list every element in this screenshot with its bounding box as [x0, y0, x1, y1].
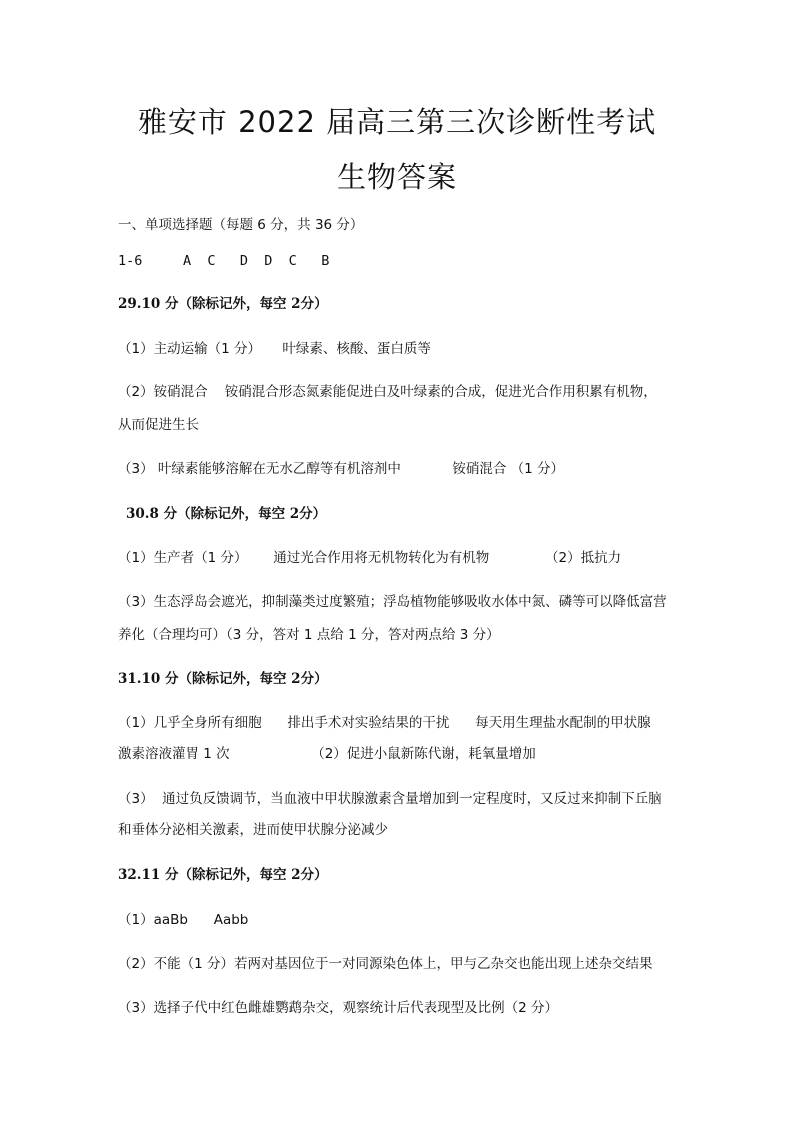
q29-answer-3: （3） 叶绿素能够溶解在无水乙醇等有机溶剂中 铵硝混合 （1 分） [118, 461, 565, 477]
q29-answer-2-line1: （2）铵硝混合 铵硝混合形态氮素能促进白及叶绿素的合成，促进光合作用积累有机物， [118, 384, 657, 400]
q32-answer-2: （2）不能（1 分）若两对基因位于一对同源染色体上，甲与乙杂交也能出现上述杂交结果 [118, 956, 653, 972]
q32-answer-1: （1）aaBb Aabb [118, 912, 249, 928]
section1-heading: 一、单项选择题（每题 6 分，共 36 分） [118, 217, 364, 233]
q31-answer-1-line2: 激素溶液灌胃 1 次 （2）促进小鼠新陈代谢，耗氧量增加 [118, 746, 536, 762]
q31-heading: 31.10 分（除标记外，每空 2分） [118, 671, 328, 687]
q29-answer-2-line2: 从而促进生长 [118, 417, 199, 433]
q30-answer-1: （1）生产者（1 分） 通过光合作用将无机物转化为有机物 （2）抵抗力 [118, 550, 622, 566]
q30-answer-3-line1: （3）生态浮岛会遮光，抑制藻类过度繁殖；浮岛植物能够吸收水体中氮、磷等可以降低富营 [118, 594, 667, 610]
q31-answer-1-line1: （1）几乎全身所有细胞 排出手术对实验结果的干扰 每天用生理盐水配制的甲状腺 [118, 715, 651, 731]
page-title: 雅安市 2022 届高三第三次诊断性考试 [137, 105, 657, 139]
section1-answers: 1-6 A C D D C B [118, 253, 330, 269]
q31-answer-3-line1: （3） 通过负反馈调节，当血液中甲状腺激素含量增加到一定程度时，又反过来抑制下丘脑 [118, 791, 662, 807]
q29-heading: 29.10 分（除标记外，每空 2分） [118, 296, 328, 312]
q32-answer-3: （3）选择子代中红色雌雄鹦鹉杂交，观察统计后代表现型及比例（2 分） [118, 1000, 558, 1016]
q31-answer-3-line2: 和垂体分泌相关激素，进而使甲状腺分泌减少 [118, 822, 388, 838]
q30-heading: 30.8 分（除标记外，每空 2分） [126, 506, 327, 522]
page-subtitle: 生物答案 [336, 160, 457, 194]
q30-answer-3-line2: 养化（合理均可）（3 分，答对 1 点给 1 分，答对两点给 3 分） [118, 627, 500, 643]
q32-heading: 32.11 分（除标记外，每空 2分） [118, 867, 328, 883]
q29-answer-1: （1）主动运输（1 分） 叶绿素、核酸、蛋白质等 [118, 341, 431, 357]
